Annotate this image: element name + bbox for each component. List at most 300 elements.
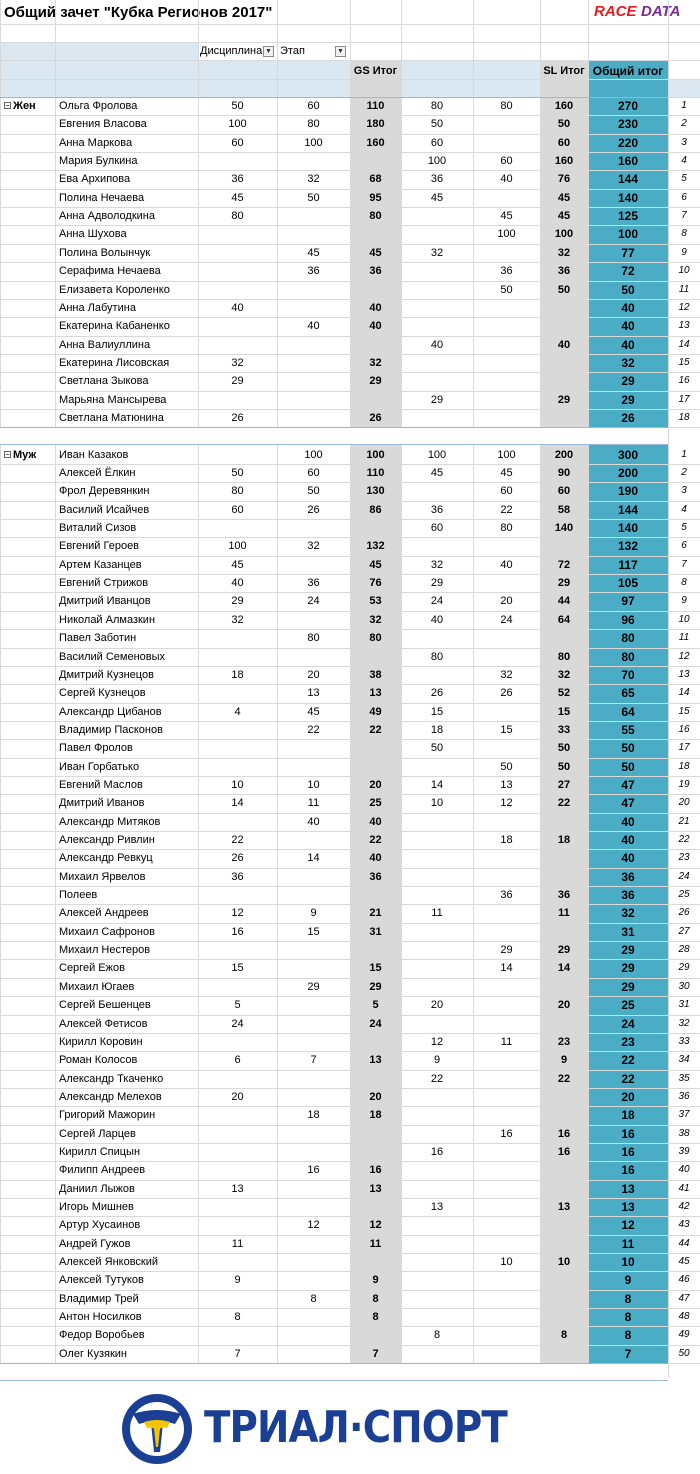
- gs-total-cell: 22: [369, 834, 382, 846]
- gs1-cell: 15: [231, 962, 244, 974]
- header-discipline: Дисциплина: [200, 45, 262, 57]
- table-row: [0, 1125, 700, 1143]
- total-cell: 140: [617, 191, 639, 205]
- sl-total-cell: [540, 1235, 588, 1253]
- table-row: [0, 1070, 700, 1088]
- table-row: [0, 1033, 700, 1051]
- sl-total-cell: [540, 1161, 588, 1179]
- table-row: [0, 1271, 700, 1289]
- sl-total-cell: 50: [557, 761, 571, 773]
- gs2-cell: [277, 519, 350, 537]
- sl1-cell: 18: [430, 724, 444, 736]
- gs2-cell: 9: [310, 907, 317, 919]
- sl1-cell: 80: [430, 651, 444, 663]
- fio-cell: Александр Ткаченко: [59, 1073, 164, 1085]
- table-row: [0, 684, 700, 702]
- sl1-cell: 50: [430, 742, 444, 754]
- sl1-cell: [401, 1216, 473, 1234]
- sl-total-cell: 60: [557, 137, 571, 149]
- gs2-cell: 18: [307, 1109, 320, 1121]
- gs1-cell: 9: [234, 1274, 241, 1286]
- gs-total-cell: 8: [372, 1293, 379, 1305]
- sl1-cell: 80: [430, 100, 444, 112]
- header-gs-total: GS Итог: [353, 65, 398, 77]
- gs1-cell: [198, 225, 277, 243]
- gs2-cell: [277, 409, 350, 427]
- total-cell: 7: [624, 1347, 632, 1361]
- total-cell: 40: [621, 338, 635, 352]
- sl2-cell: [473, 1216, 540, 1234]
- gs-total-cell: [350, 1070, 401, 1088]
- gs-total-cell: 68: [369, 173, 382, 185]
- sl1-cell: 20: [430, 999, 444, 1011]
- gs1-cell: [198, 1198, 277, 1216]
- fio-cell: Елизавета Короленко: [59, 284, 170, 296]
- gs2-cell: 36: [307, 265, 320, 277]
- sl1-cell: [401, 923, 473, 941]
- gs1-cell: [198, 1106, 277, 1124]
- sl2-cell: [473, 868, 540, 886]
- gs-total-cell: 11: [369, 1238, 382, 1250]
- gs-total-cell: [350, 1198, 401, 1216]
- gs2-cell: [277, 225, 350, 243]
- fio-cell: Михаил Ярвелов: [59, 871, 146, 883]
- gs-total-cell: [350, 1143, 401, 1161]
- header-total: Общий итог: [592, 64, 664, 78]
- gs-total-cell: 13: [369, 1183, 382, 1195]
- fio-cell: Виталий Сизов: [59, 522, 137, 534]
- sl1-cell: [401, 409, 473, 427]
- gs-total-cell: 29: [369, 981, 382, 993]
- gs2-cell: 45: [307, 247, 320, 259]
- place-cell: 9: [681, 595, 687, 606]
- gs-total-cell: 18: [369, 1109, 382, 1121]
- total-cell: 22: [621, 1053, 635, 1067]
- gs1-cell: [198, 629, 277, 647]
- gs-total-cell: 132: [366, 540, 385, 552]
- place-cell: 3: [681, 485, 687, 496]
- group-separator: [0, 1363, 668, 1381]
- table-row: [0, 1143, 700, 1161]
- gs1-cell: 60: [231, 504, 244, 516]
- gs-total-cell: 110: [366, 467, 385, 479]
- gs2-cell: 12: [307, 1219, 320, 1231]
- table-row: [0, 152, 700, 170]
- sl-total-cell: 36: [557, 265, 571, 277]
- gs2-cell: 15: [307, 926, 320, 938]
- place-cell: 40: [678, 1164, 690, 1175]
- place-cell: 49: [678, 1329, 690, 1340]
- gs2-cell: [277, 941, 350, 959]
- sl1-cell: 8: [433, 1329, 441, 1341]
- sl2-cell: [473, 317, 540, 335]
- sl1-cell: 36: [430, 504, 444, 516]
- sl2-cell: 13: [500, 779, 513, 791]
- gs-total-cell: [350, 739, 401, 757]
- total-cell: 300: [617, 448, 639, 462]
- fio-cell: Сергей Ежов: [59, 962, 125, 974]
- place-cell: 1: [681, 449, 687, 460]
- table-row: [0, 648, 700, 666]
- gs1-cell: 50: [231, 467, 244, 479]
- sl2-cell: 40: [500, 559, 513, 571]
- table-row: [0, 446, 700, 464]
- sl2-cell: [473, 1088, 540, 1106]
- gs-total-cell: 130: [366, 485, 385, 497]
- gs2-cell: 13: [307, 687, 320, 699]
- discipline-filter-dropdown[interactable]: ▼: [263, 46, 274, 57]
- gs2-cell: 11: [307, 797, 320, 809]
- sl1-cell: 12: [430, 1036, 444, 1048]
- sl2-cell: [473, 1271, 540, 1289]
- place-cell: 16: [678, 724, 690, 735]
- sl2-cell: 60: [500, 485, 513, 497]
- gs1-cell: 26: [231, 852, 244, 864]
- gs2-cell: [277, 1198, 350, 1216]
- gs2-cell: [277, 831, 350, 849]
- gs1-cell: [198, 978, 277, 996]
- total-cell: 220: [617, 136, 639, 150]
- gs2-cell: 24: [307, 595, 320, 607]
- gs1-cell: [198, 813, 277, 831]
- sl-total-cell: 29: [557, 394, 571, 406]
- fio-cell: Ева Архипова: [59, 173, 131, 185]
- sl2-cell: [473, 739, 540, 757]
- fio-cell: Алексей Ёлкин: [59, 467, 136, 479]
- gs2-cell: 32: [307, 540, 320, 552]
- sl1-cell: [401, 941, 473, 959]
- sl1-cell: 11: [431, 907, 443, 919]
- total-cell: 31: [621, 925, 635, 939]
- place-cell: 10: [678, 614, 690, 625]
- gs-total-cell: [350, 1253, 401, 1271]
- gs-total-cell: [350, 758, 401, 776]
- sl1-cell: 45: [430, 467, 444, 479]
- total-cell: 29: [621, 943, 635, 957]
- sl1-cell: [401, 1253, 473, 1271]
- sl-total-cell: 29: [557, 577, 571, 589]
- total-cell: 40: [621, 301, 635, 315]
- gs-total-cell: 40: [369, 302, 382, 314]
- gs-total-cell: [350, 941, 401, 959]
- gs2-cell: [277, 299, 350, 317]
- gs2-cell: [277, 152, 350, 170]
- grid-hline: [0, 24, 700, 25]
- gs1-cell: 4: [234, 706, 241, 718]
- total-cell: 24: [621, 1017, 635, 1031]
- table-row: [0, 299, 700, 317]
- sl-total-cell: 16: [557, 1146, 571, 1158]
- place-cell: 25: [678, 889, 690, 900]
- gs2-cell: 14: [307, 852, 320, 864]
- sl2-cell: [473, 1290, 540, 1308]
- sl2-cell: 60: [500, 155, 513, 167]
- table-row: [0, 1235, 700, 1253]
- place-cell: 15: [678, 357, 690, 368]
- sl2-cell: [473, 409, 540, 427]
- place-cell: 35: [678, 1073, 690, 1084]
- fio-cell: Михаил Югаев: [59, 981, 135, 993]
- gs1-cell: [198, 244, 277, 262]
- gs-total-cell: 86: [369, 504, 382, 516]
- racedata-logo-race: RACE: [594, 3, 637, 20]
- gs2-cell: [277, 758, 350, 776]
- total-cell: 100: [617, 227, 639, 241]
- sl-total-cell: 160: [554, 155, 574, 167]
- gs-total-cell: 5: [372, 999, 379, 1011]
- total-cell: 36: [621, 888, 635, 902]
- place-cell: 32: [678, 1018, 690, 1029]
- table-row: [0, 794, 700, 812]
- gs2-cell: 50: [307, 485, 320, 497]
- table-row: [0, 556, 700, 574]
- gs-total-cell: 45: [369, 247, 382, 259]
- sl1-cell: [401, 868, 473, 886]
- place-cell: 13: [678, 669, 690, 680]
- gs2-cell: [277, 1015, 350, 1033]
- sl1-cell: [401, 1290, 473, 1308]
- sl-total-cell: [540, 1290, 588, 1308]
- sl2-cell: [473, 1015, 540, 1033]
- place-cell: 48: [678, 1311, 690, 1322]
- gs-total-cell: 26: [369, 412, 382, 424]
- place-cell: 9: [681, 247, 687, 258]
- gs1-cell: [198, 336, 277, 354]
- fio-cell: Сергей Бешенцев: [59, 999, 151, 1011]
- fio-cell: Александр Мелехов: [59, 1091, 162, 1103]
- gs1-cell: 11: [231, 1238, 244, 1250]
- gs-total-cell: [350, 281, 401, 299]
- sl1-cell: 9: [433, 1054, 441, 1066]
- gs-total-cell: 20: [369, 1091, 382, 1103]
- fio-cell: Кирилл Спицын: [59, 1146, 141, 1158]
- sl1-cell: [401, 849, 473, 867]
- fio-cell: Светлана Зыкова: [59, 375, 149, 387]
- header-background: [668, 79, 700, 97]
- gs-total-cell: 100: [366, 449, 385, 461]
- gs1-cell: 60: [231, 137, 244, 149]
- gs1-cell: 14: [231, 797, 244, 809]
- place-cell: 6: [681, 540, 687, 551]
- sl-total-cell: 58: [557, 504, 571, 516]
- sl-total-cell: 27: [557, 779, 571, 791]
- table-row: [0, 831, 700, 849]
- sl-total-cell: [540, 354, 588, 372]
- fio-cell: Алексей Тутуков: [59, 1274, 144, 1286]
- place-cell: 38: [678, 1128, 690, 1139]
- sl1-cell: [401, 1271, 473, 1289]
- fio-cell: Анна Лабутина: [59, 302, 136, 314]
- sl2-cell: 45: [500, 210, 513, 222]
- fio-cell: Павел Фролов: [59, 742, 133, 754]
- sl-total-cell: 40: [557, 339, 571, 351]
- gs2-cell: 50: [307, 192, 320, 204]
- gs2-cell: [277, 1088, 350, 1106]
- sl2-cell: 80: [500, 100, 513, 112]
- table-row: [0, 611, 700, 629]
- sl-total-cell: 76: [557, 173, 571, 185]
- sl1-cell: 29: [430, 577, 444, 589]
- sl2-cell: 100: [497, 449, 516, 461]
- table-row: [0, 739, 700, 757]
- gs1-cell: [198, 1253, 277, 1271]
- place-cell: 36: [678, 1091, 690, 1102]
- gs-total-cell: 24: [369, 1018, 382, 1030]
- total-cell: 13: [621, 1182, 635, 1196]
- gs1-cell: 50: [231, 100, 244, 112]
- sl-total-cell: 90: [557, 467, 571, 479]
- sl1-cell: 100: [427, 449, 447, 461]
- table-row: [0, 262, 700, 280]
- place-cell: 15: [678, 706, 690, 717]
- grid-hline: [0, 60, 700, 61]
- fio-cell: Даниил Лыжов: [59, 1183, 135, 1195]
- total-cell: 26: [621, 411, 635, 425]
- gs1-cell: 29: [231, 595, 244, 607]
- sl2-cell: 29: [500, 944, 513, 956]
- place-cell: 42: [678, 1201, 690, 1212]
- gs2-cell: [277, 1235, 350, 1253]
- sl-total-cell: 50: [557, 284, 571, 296]
- grid-hline: [0, 42, 700, 43]
- gs-total-cell: [350, 152, 401, 170]
- place-cell: 18: [678, 761, 690, 772]
- total-cell: 117: [618, 558, 638, 572]
- total-cell: 105: [617, 576, 639, 590]
- sl-total-cell: 22: [557, 797, 571, 809]
- sl2-cell: [473, 904, 540, 922]
- sl2-cell: [473, 372, 540, 390]
- sl1-cell: 22: [430, 1073, 444, 1085]
- gs-total-cell: 45: [369, 559, 382, 571]
- sl2-cell: 18: [500, 834, 513, 846]
- sl2-cell: [473, 336, 540, 354]
- sl2-cell: [473, 1161, 540, 1179]
- place-cell: 19: [678, 779, 690, 790]
- sl2-cell: 20: [500, 595, 513, 607]
- sl2-cell: 14: [500, 962, 513, 974]
- table-row: [0, 923, 700, 941]
- gs2-cell: [277, 1180, 350, 1198]
- sl1-cell: [401, 666, 473, 684]
- gs2-cell: [277, 1326, 350, 1344]
- sl1-cell: 26: [430, 687, 444, 699]
- sl1-cell: [401, 317, 473, 335]
- fio-cell: Роман Колосов: [59, 1054, 138, 1066]
- total-cell: 70: [621, 668, 635, 682]
- place-cell: 27: [678, 926, 690, 937]
- gs-total-cell: [350, 519, 401, 537]
- table-row: [0, 849, 700, 867]
- gs2-cell: [277, 611, 350, 629]
- sl2-cell: [473, 354, 540, 372]
- sl-total-cell: 11: [558, 907, 570, 919]
- gs-total-cell: 110: [366, 100, 385, 112]
- sl2-cell: [473, 703, 540, 721]
- fio-cell: Федор Воробьев: [59, 1329, 145, 1341]
- total-cell: 16: [621, 1145, 635, 1159]
- fio-cell: Фрол Деревянкин: [59, 485, 150, 497]
- table-row: [0, 1290, 700, 1308]
- gs1-cell: [198, 1326, 277, 1344]
- gs-total-cell: 13: [369, 1054, 382, 1066]
- total-cell: 132: [617, 539, 639, 553]
- fio-cell: Анна Шухова: [59, 228, 127, 240]
- gs1-cell: [198, 1033, 277, 1051]
- sl-total-cell: [540, 923, 588, 941]
- sl1-cell: 60: [430, 137, 444, 149]
- sl2-cell: 32: [500, 669, 513, 681]
- place-cell: 28: [678, 944, 690, 955]
- gs1-cell: [198, 1290, 277, 1308]
- place-cell: 17: [678, 742, 690, 753]
- fio-cell: Екатерина Кабаненко: [59, 320, 170, 332]
- table-row: [0, 244, 700, 262]
- gs-total-cell: [350, 648, 401, 666]
- gs-total-cell: 95: [369, 192, 382, 204]
- sl2-cell: 11: [500, 1036, 513, 1048]
- sl-total-cell: [540, 1345, 588, 1363]
- gs2-cell: 26: [307, 504, 320, 516]
- fio-cell: Полина Волынчук: [59, 247, 151, 259]
- sl1-cell: [401, 629, 473, 647]
- group-collapse-icon[interactable]: −: [5, 101, 10, 110]
- sl2-cell: 50: [500, 284, 513, 296]
- gs1-cell: [198, 446, 277, 464]
- table-row: [0, 354, 700, 372]
- sl1-cell: 40: [430, 614, 444, 626]
- table-row: [0, 959, 700, 977]
- gs1-cell: 13: [231, 1183, 244, 1195]
- gs-total-cell: [350, 1033, 401, 1051]
- sl2-cell: [473, 813, 540, 831]
- group-collapse-icon[interactable]: −: [5, 450, 10, 459]
- fio-cell: Иван Казаков: [59, 449, 129, 461]
- table-row: [0, 996, 700, 1014]
- gs2-cell: [277, 336, 350, 354]
- gs1-cell: 5: [234, 999, 241, 1011]
- sl-total-cell: 16: [557, 1128, 571, 1140]
- sl1-cell: [401, 207, 473, 225]
- sl1-cell: [401, 1180, 473, 1198]
- sl-total-cell: [540, 1308, 588, 1326]
- gs2-cell: 29: [307, 981, 320, 993]
- place-cell: 7: [681, 559, 687, 570]
- etap-filter-dropdown[interactable]: ▼: [335, 46, 346, 57]
- place-cell: 11: [678, 284, 690, 295]
- gs1-cell: 40: [231, 577, 244, 589]
- sl2-cell: [473, 134, 540, 152]
- sl1-cell: 45: [430, 192, 444, 204]
- gs1-cell: 7: [234, 1348, 241, 1360]
- sl1-cell: [401, 831, 473, 849]
- total-cell: 36: [621, 870, 635, 884]
- gs1-cell: [198, 1125, 277, 1143]
- place-cell: 5: [681, 522, 687, 533]
- sl-total-cell: 32: [557, 247, 571, 259]
- gs2-cell: [277, 648, 350, 666]
- total-cell: 47: [621, 796, 635, 810]
- gs-total-cell: 16: [369, 1164, 382, 1176]
- sl-total-cell: [540, 409, 588, 427]
- sl-total-cell: [540, 299, 588, 317]
- sl-total-cell: 160: [554, 100, 574, 112]
- fio-cell: Игорь Мишнев: [59, 1201, 134, 1213]
- sl1-cell: [401, 299, 473, 317]
- gs2-cell: 80: [307, 632, 320, 644]
- sl2-cell: [473, 923, 540, 941]
- sl2-cell: [473, 1180, 540, 1198]
